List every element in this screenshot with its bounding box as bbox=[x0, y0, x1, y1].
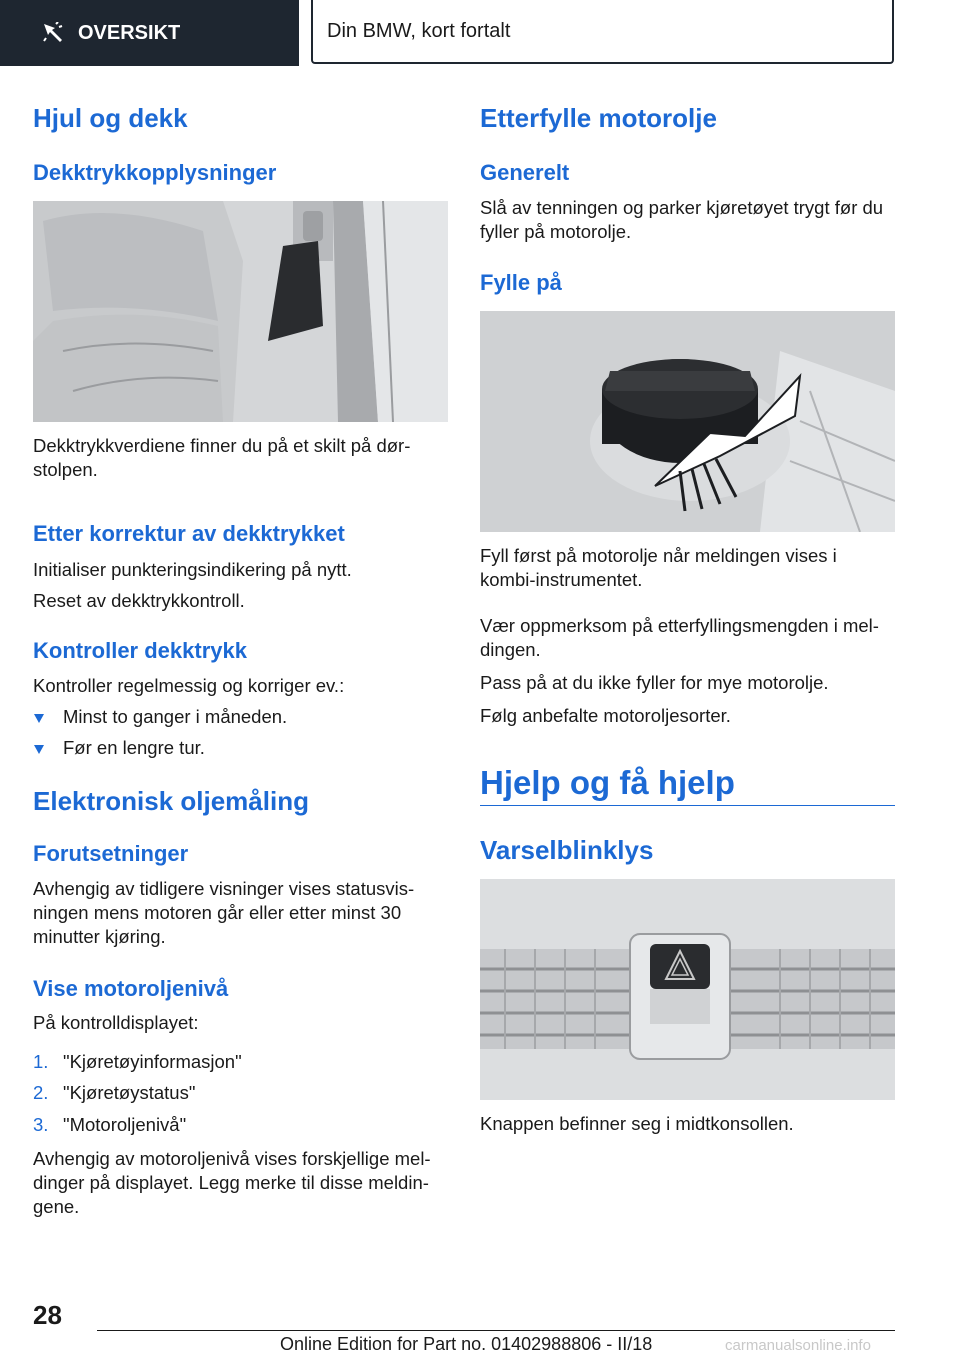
step-number: 2. bbox=[33, 1082, 49, 1103]
tire-info-text: Dekktrykkverdiene finner du på et skilt på dør-stolpen. bbox=[33, 435, 411, 480]
door-pillar-image bbox=[33, 201, 448, 422]
heading-wheels-tires: Hjul og dekk bbox=[33, 103, 188, 133]
after-correction-text-2: Reset av dekktrykkontroll. bbox=[33, 590, 245, 611]
after-correction-text-1: Initialiser punkteringsindikering på nytt. bbox=[33, 559, 352, 580]
hazard-button-image bbox=[480, 879, 895, 1100]
step-text: "Kjøretøyinformasjon" bbox=[63, 1051, 242, 1072]
watermark: carmanualsonline.info bbox=[725, 1337, 871, 1354]
general-text: Slå av tenningen og parker kjøretøyet trygt før du fyller på motorolje. bbox=[480, 197, 884, 242]
hazard-text: Knappen befinner seg i midtkonsollen. bbox=[480, 1113, 794, 1134]
step-text: "Motoroljenivå" bbox=[63, 1114, 187, 1135]
heading-after-correction: Etter korrektur av dekktrykket bbox=[33, 521, 345, 546]
oil-level-messages-text: Avhengig av motoroljenivå vises forskjellige mel-dinger på displayet. Legg merke til disse meldin-gene. bbox=[33, 1148, 431, 1217]
prerequisites-text: Avhengig av tidligere visninger vises statusvis-ningen mens motoren går eller etter minst 30 minutter kjøring. bbox=[33, 878, 415, 947]
section-divider bbox=[480, 805, 895, 806]
list-item-text: Før en lengre tur. bbox=[63, 737, 205, 758]
heading-prerequisites: Forutsetninger bbox=[33, 841, 189, 866]
list-item-text: Minst to ganger i måneden. bbox=[63, 706, 288, 727]
heading-show-oil-level: Vise motoroljenivå bbox=[33, 976, 229, 1001]
overview-tab-label: OVERSIKT bbox=[78, 21, 181, 44]
step-text: "Kjøretøystatus" bbox=[63, 1082, 196, 1103]
fill-text-4: Følg anbefalte motoroljesorter. bbox=[480, 705, 731, 726]
bullet-triangle-icon bbox=[33, 736, 63, 760]
overview-tab[interactable] bbox=[0, 0, 299, 66]
heading-help: Hjelp og få hjelp bbox=[480, 764, 735, 801]
heading-fill: Fylle på bbox=[480, 270, 562, 295]
fill-text-2: Vær oppmerksom på etterfyllingsmengden i mel-dingen. bbox=[480, 615, 879, 660]
heading-electronic-oil: Elektronisk oljemåling bbox=[33, 786, 309, 816]
heading-check-pressure: Kontroller dekktrykk bbox=[33, 638, 247, 663]
step-number: 1. bbox=[33, 1051, 49, 1072]
heading-refill-oil: Etterfylle motorolje bbox=[480, 103, 717, 133]
page-number: 28 bbox=[33, 1300, 62, 1330]
fill-text-1: Fyll først på motorolje når meldingen vises i kombi-instrumentet. bbox=[480, 545, 837, 590]
oil-cap-image bbox=[480, 311, 895, 532]
footer-divider bbox=[97, 1330, 895, 1331]
bullet-triangle-icon bbox=[33, 705, 63, 729]
check-pressure-text: Kontroller regelmessig og korriger ev.: bbox=[33, 675, 345, 696]
overview-icon bbox=[42, 22, 64, 44]
list-item bbox=[33, 705, 448, 729]
list-item bbox=[33, 1050, 448, 1074]
list-item bbox=[33, 1081, 448, 1105]
heading-general: Generelt bbox=[480, 160, 570, 185]
step-number: 3. bbox=[33, 1114, 49, 1135]
chapter-title-text: Din BMW, kort fortalt bbox=[327, 19, 511, 42]
fill-text-3: Pass på at du ikke fyller for mye motorolje. bbox=[480, 672, 829, 693]
heading-tire-pressure-info: Dekktrykkopplysninger bbox=[33, 160, 277, 185]
list-item bbox=[33, 736, 448, 760]
heading-hazard-lights: Varselblinklys bbox=[480, 835, 654, 865]
footer-edition: Online Edition for Part no. 01402988806 - II/18 bbox=[280, 1334, 653, 1354]
show-oil-level-text: På kontrolldisplayet: bbox=[33, 1012, 199, 1033]
list-item bbox=[33, 1113, 448, 1137]
chapter-title bbox=[311, 0, 894, 64]
